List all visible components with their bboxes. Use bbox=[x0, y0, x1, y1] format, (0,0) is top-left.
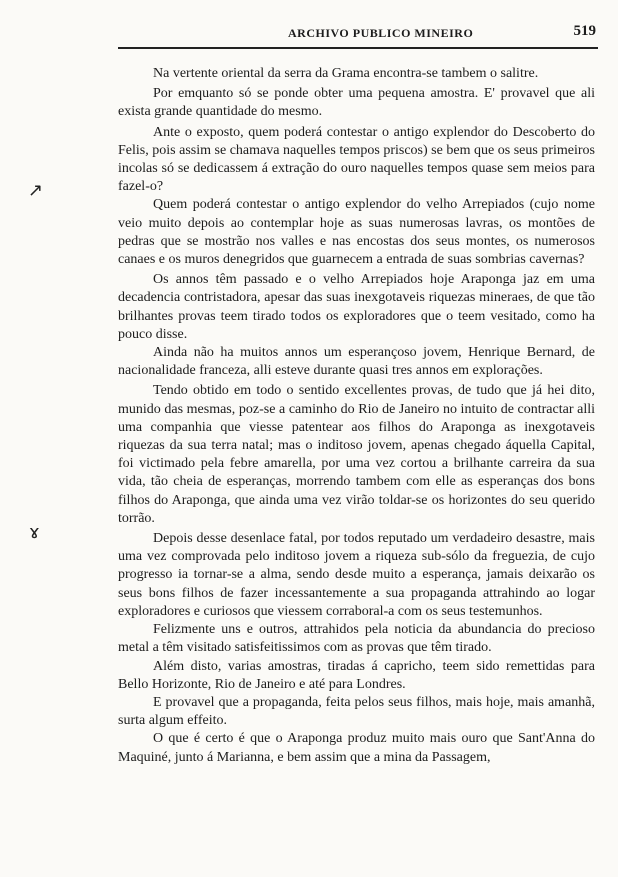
running-title: ARCHIVO PUBLICO MINEIRO bbox=[288, 26, 474, 40]
paragraph: O que é certo é que o Araponga produz muito mais ouro que Sant'Anna do Maquiné, junto á Marianna, e bem assim que a mina da Passagem, bbox=[118, 731, 595, 765]
paragraph: Tendo obtido em todo o sentido excellentes provas, de tudo que já hei dito, munido das mesmas, poz-se a caminho do Rio de Janeiro no intuito de contractar alli uma companhia que viesse patentear aos filhos do Araponga as inexgotaveis riquezas da sua terra natal; mas o inditoso jovem, apenas chegado áquella Capital, foi victimado pela febre amarella, por uma vez cortou a brilhante carreira da sua vida, tão cheia de esperanças, morrendo tambem com elle as esperanças dos bons filhos do Araponga, que ainda uma vez virão toldar-se os horizontes do seu querido torrão. bbox=[118, 383, 595, 526]
paragraph: Depois desse desenlace fatal, por todos reputado um verdadeiro desastre, mais uma vez comprovada pelo inditoso jovem a riqueza sub-sólo da freguezia, de cujo progresso ia tornar-se a alma, sendo desde muito a esperança, jamais deixarão os seus bons filhos de fazer incessantemente a sua propaganda attrahindo ao logar exploradores e curiosos que viessem corraboral-a com os seus testemunhos. bbox=[118, 531, 595, 619]
paragraph: Quem poderá contestar o antigo explendor do velho Arrepiados (cujo nome veio muito depois ao contemplar hoje as suas numerosas lavras, os montões de pedras que se mostrão nos valles e nas encostas dos seus montes, os numerosos canaes e os muros denegridos que guarnecem a entrada de suas sombrias cavernas? bbox=[118, 197, 595, 268]
paragraph: Por emquanto só se ponde obter uma pequena amostra. E' provavel que ali exista grande quantidade do mesmo. bbox=[118, 86, 595, 120]
header-rule bbox=[118, 47, 598, 49]
paragraph: E provavel que a propaganda, feita pelos seus filhos, mais hoje, mais amanhã, surta algum effeito. bbox=[118, 694, 595, 729]
running-header bbox=[118, 22, 598, 44]
margin-mark: ɤ bbox=[29, 522, 40, 543]
page-body bbox=[118, 65, 595, 767]
paragraph: Felizmente uns e outros, attrahidos pela noticia da abundancia do precioso metal a têm visitado satisfeitissimos com as provas que têm tirado. bbox=[118, 622, 595, 656]
paragraph: Além disto, varias amostras, tiradas á capricho, teem sido remettidas para Bello Horizonte, Rio de Janeiro e até para Londres. bbox=[118, 658, 595, 692]
margin-mark: ↗ bbox=[28, 180, 44, 201]
paragraph: Ante o exposto, quem poderá contestar o antigo explendor do Descoberto do Felis, pois assim se chamava naquelles tempos priscos) se bem que os seus primeiros incolas só se dedicassem á extração do ouro naquelles tempos quase sem meios para fazel-o? bbox=[118, 124, 595, 195]
paragraph: Ainda não ha muitos annos um esperançoso jovem, Henrique Bernard, de nacionalidade franceza, alli esteve durante quasi tres annos em explorações. bbox=[118, 345, 595, 379]
paragraph: Na vertente oriental da serra da Grama encontra-se tambem o salitre. bbox=[153, 66, 539, 81]
paragraph: Os annos têm passado e o velho Arrepiados hoje Araponga jaz em uma decadencia contristadora, apesar das suas inexgotaveis riquezas mineraes, de que tão brilhantes provas teem tirado todos os exploradores que o teem vesitado, como ha pouco disse. bbox=[118, 272, 595, 342]
page-number: 519 bbox=[573, 23, 596, 39]
